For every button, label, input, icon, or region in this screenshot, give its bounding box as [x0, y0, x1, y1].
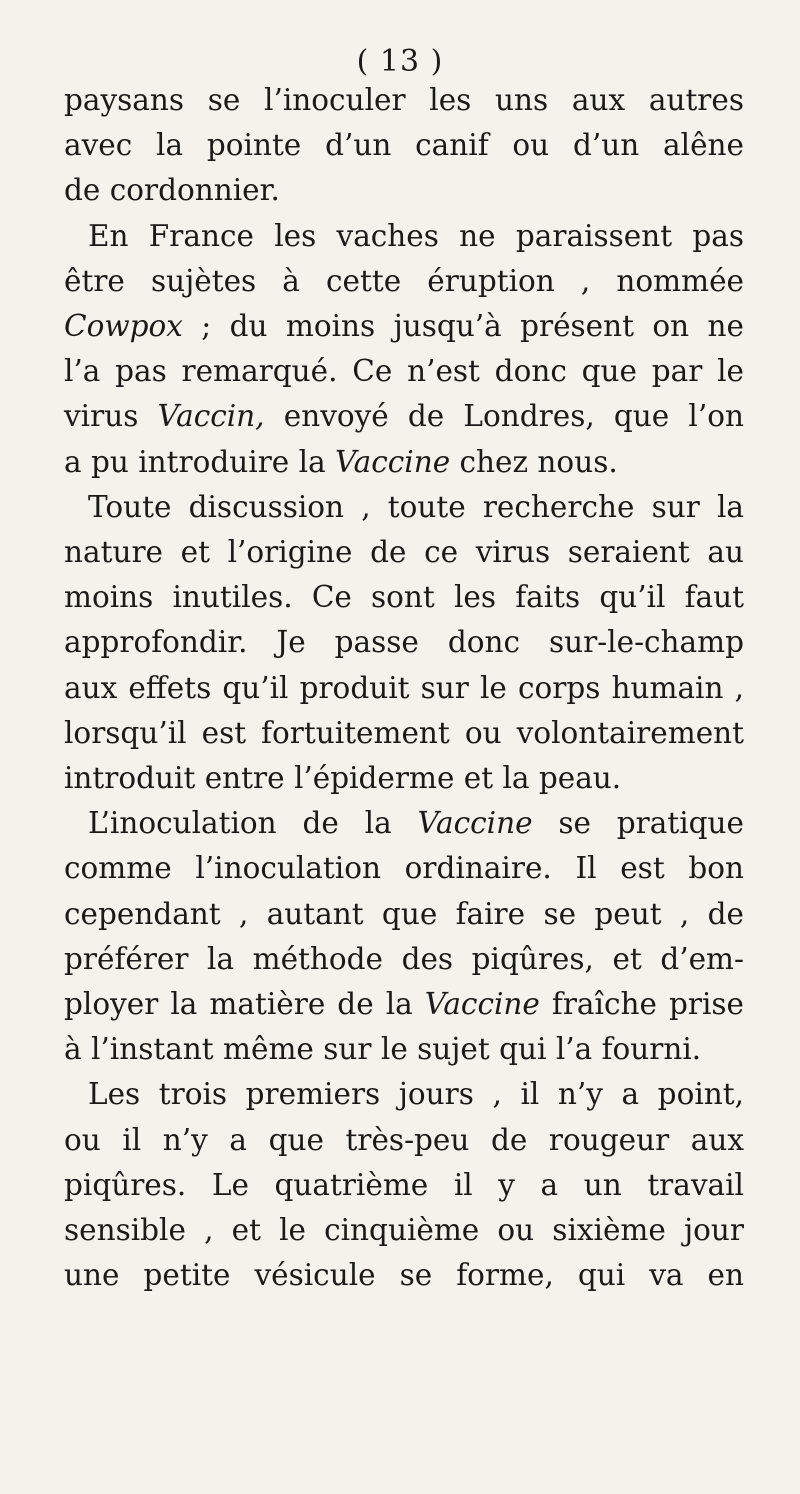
- text-segment: préférer la méthode des piqûres, et d’em-: [64, 941, 744, 976]
- text-segment: sensible , et le cinquième ou sixième jour: [64, 1213, 744, 1248]
- text-segment: une petite vésicule se forme, qui va en: [64, 1258, 744, 1293]
- text-line: [64, 304, 744, 349]
- text-segment: Les trois premiers jours , il n’y a point,: [88, 1077, 744, 1112]
- text-segment: L’inoculation de la: [88, 806, 418, 841]
- page-number: ( 13 ): [356, 44, 444, 79]
- text-segment: à l’instant même sur le sujet qui l’a fourni.: [64, 1032, 702, 1067]
- text-segment: paysans se l’inoculer les uns aux autres: [64, 83, 744, 117]
- text-segment: ou il n’y a que très-peu de rougeur aux: [64, 1122, 744, 1157]
- text-segment: nature et l’origine de ce virus seraient au: [64, 535, 744, 570]
- text-line: [64, 1118, 744, 1163]
- text-line: [64, 168, 744, 213]
- text-line: [64, 892, 744, 937]
- italic-term: Cowpox: [64, 309, 183, 344]
- text-line: [64, 349, 744, 394]
- text-segment: piqûres. Le quatrième il y a un travail: [64, 1167, 744, 1202]
- text-line: [64, 982, 744, 1027]
- text-segment: de cordonnier.: [64, 173, 280, 208]
- text-segment: chez nous.: [450, 444, 618, 479]
- text-segment: ployer la matière de la: [64, 987, 425, 1022]
- text-segment: se pratique: [532, 806, 744, 841]
- italic-term: Vaccine: [417, 806, 533, 841]
- text-segment: fraîche prise: [539, 987, 744, 1022]
- text-segment: En France les vaches ne paraissent pas: [88, 218, 744, 253]
- italic-term: Vaccine: [335, 444, 451, 479]
- text-line: [64, 575, 744, 620]
- text-line: [64, 620, 744, 665]
- text-segment: être sujètes à cette éruption , nommée: [64, 263, 744, 298]
- italic-term: Vaccine: [424, 987, 540, 1022]
- text-line: [64, 801, 744, 846]
- text-line: [64, 1208, 744, 1253]
- text-segment: cependant , autant que faire se peut , de: [64, 896, 744, 931]
- text-line: [64, 440, 744, 485]
- text-segment: approfondir. Je passe donc sur-le-champ: [64, 625, 744, 660]
- text-line: [64, 937, 744, 982]
- text-line: [64, 1163, 744, 1208]
- text-segment: a pu introduire la: [64, 444, 336, 479]
- text-segment: introduit entre l’épiderme et la peau.: [64, 761, 622, 796]
- text-line: [64, 530, 744, 575]
- text-segment: comme l’inoculation ordinaire. Il est bon: [64, 851, 744, 886]
- text-line: [64, 756, 744, 801]
- text-segment: avec la pointe d’un canif ou d’un alêne: [64, 128, 744, 163]
- body-text: [64, 78, 744, 1298]
- text-segment: lorsqu’il est fortuitement ou volontairement: [64, 715, 744, 750]
- text-line: [64, 394, 744, 439]
- text-line: [64, 1072, 744, 1117]
- text-segment: ; du moins jusqu’à présent on ne: [182, 309, 744, 344]
- text-segment: l’a pas remarqué. Ce n’est donc que par le: [64, 354, 744, 389]
- text-line: [64, 711, 744, 756]
- text-line: [64, 259, 744, 304]
- text-segment: aux effets qu’il produit sur le corps humain ,: [64, 670, 744, 705]
- text-line: [64, 214, 744, 259]
- italic-term: Vaccin,: [157, 399, 265, 434]
- text-line: [64, 78, 744, 123]
- text-segment: Toute discussion , toute recherche sur la: [88, 489, 744, 524]
- text-line: [64, 485, 744, 530]
- text-line: [64, 1027, 744, 1072]
- text-line: [64, 846, 744, 891]
- text-segment: moins inutiles. Ce sont les faits qu’il faut: [64, 580, 744, 615]
- text-line: [64, 666, 744, 711]
- text-segment: envoyé de Londres, que l’on: [264, 399, 744, 434]
- text-line: [64, 1253, 744, 1298]
- text-line: [64, 123, 744, 168]
- text-segment: virus: [64, 399, 158, 434]
